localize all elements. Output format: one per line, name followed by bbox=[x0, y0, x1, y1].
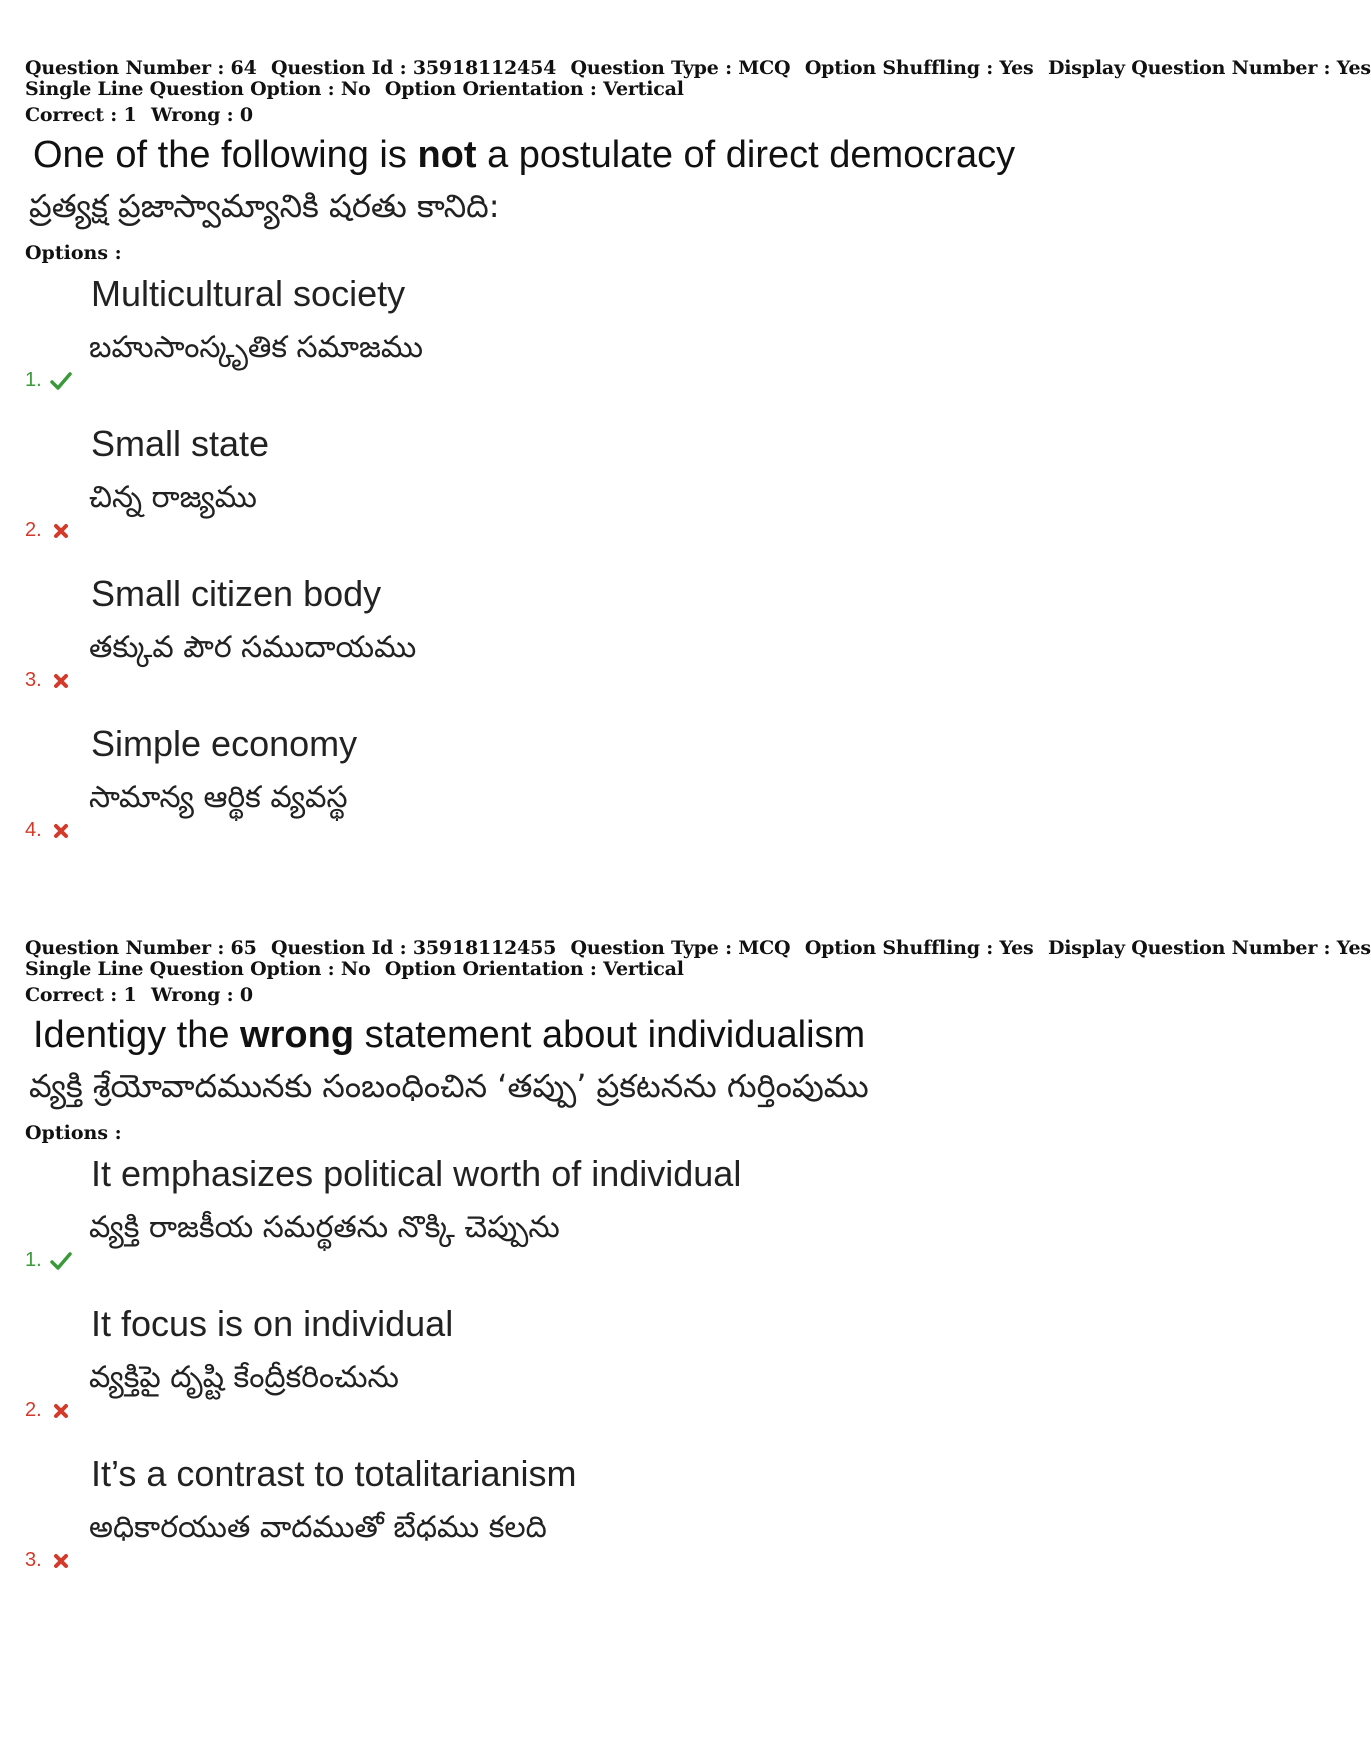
option-shuffling: Option Shuffling : Yes bbox=[804, 57, 1034, 79]
option-shuffling: Option Shuffling : Yes bbox=[804, 937, 1034, 959]
option-number: 2. bbox=[25, 519, 42, 541]
option-text-telugu: సామాన్య ఆర్థిక వ్యవస్థ bbox=[89, 780, 348, 815]
option-number: 2. bbox=[25, 1399, 42, 1421]
option-item bbox=[25, 1294, 1225, 1444]
options-label: Options : bbox=[25, 1122, 122, 1144]
option-orientation: Option Orientation : Vertical bbox=[384, 78, 684, 100]
question-stem-telugu: ప్రత్యక్ష ప్రజాస్వామ్యానికి షరతు కానిది: bbox=[29, 187, 500, 225]
cross-icon bbox=[50, 520, 72, 542]
display-question-number: Display Question Number : Yes bbox=[1047, 57, 1371, 79]
marks-line bbox=[25, 105, 1225, 126]
wrong-marks: Wrong : 0 bbox=[150, 984, 253, 1006]
question-stem-telugu: వ్యక్తి శ్రేయోవాదమునకు సంబంధించిన ‘తప్పు’ ప్రకటనను గుర్తింపుము bbox=[29, 1067, 869, 1105]
stem-emphasis: wrong bbox=[240, 1014, 355, 1056]
check-icon bbox=[50, 1250, 72, 1272]
option-text-english: Small state bbox=[91, 423, 270, 464]
question-type: Question Type : MCQ bbox=[570, 57, 791, 79]
question-id: Question Id : 35918112455 bbox=[271, 937, 557, 959]
cross-icon bbox=[50, 670, 72, 692]
correct-marks: Correct : 1 bbox=[25, 104, 137, 126]
option-number: 3. bbox=[25, 669, 42, 691]
option-item bbox=[25, 1444, 1225, 1594]
option-text-english: It emphasizes political worth of individual bbox=[91, 1153, 742, 1194]
option-text-telugu: చిన్న రాజ్యము bbox=[89, 480, 257, 515]
option-number: 4. bbox=[25, 819, 42, 841]
option-text-english: Simple economy bbox=[91, 723, 358, 764]
option-item bbox=[25, 1144, 1225, 1294]
option-text-english: It’s a contrast to totalitarianism bbox=[91, 1453, 577, 1494]
cross-icon bbox=[50, 820, 72, 842]
question-block bbox=[25, 57, 1371, 864]
option-number: 1. bbox=[25, 369, 42, 391]
option-text-telugu: తక్కువ పౌర సముదాయము bbox=[89, 630, 417, 665]
question-type: Question Type : MCQ bbox=[570, 937, 791, 959]
question-meta-line2 bbox=[25, 959, 1225, 980]
option-item bbox=[25, 414, 1225, 564]
options-label: Options : bbox=[25, 242, 122, 264]
single-line-option: Single Line Question Option : No bbox=[25, 78, 371, 100]
question-meta-line1 bbox=[25, 937, 1371, 959]
option-text-telugu: బహుసాంస్కృతిక సమాజము bbox=[89, 330, 424, 365]
question-block bbox=[25, 937, 1371, 1594]
question-meta-line2 bbox=[25, 79, 1225, 100]
single-line-option: Single Line Question Option : No bbox=[25, 958, 371, 980]
question-id: Question Id : 35918112454 bbox=[271, 57, 557, 79]
correct-marks: Correct : 1 bbox=[25, 984, 137, 1006]
stem-text: statement about individualism bbox=[354, 1014, 866, 1056]
cross-icon bbox=[50, 1550, 72, 1572]
option-text-english: Multicultural society bbox=[91, 273, 406, 314]
option-item bbox=[25, 714, 1225, 864]
option-text-telugu: వ్యక్తి రాజకీయ సమర్థతను నొక్కి చెప్పును bbox=[89, 1210, 560, 1245]
option-orientation: Option Orientation : Vertical bbox=[384, 958, 684, 980]
option-item bbox=[25, 264, 1225, 414]
option-item bbox=[25, 564, 1225, 714]
question-stem-english bbox=[33, 132, 1225, 178]
option-number: 3. bbox=[25, 1549, 42, 1571]
stem-emphasis: not bbox=[417, 134, 477, 176]
cross-icon bbox=[50, 1400, 72, 1422]
question-meta-line1 bbox=[25, 57, 1371, 79]
question-number: Question Number : 64 bbox=[25, 57, 257, 79]
stem-text: One of the following is bbox=[33, 134, 418, 176]
question-number: Question Number : 65 bbox=[25, 937, 257, 959]
option-text-telugu: అధికారయుత వాదముతో బేధము కలది bbox=[89, 1510, 547, 1545]
option-text-english: It focus is on individual bbox=[91, 1303, 454, 1344]
option-text-english: Small citizen body bbox=[91, 573, 382, 614]
wrong-marks: Wrong : 0 bbox=[150, 104, 253, 126]
option-text-telugu: వ్యక్తిపై దృష్టి కేంద్రీకరించును bbox=[89, 1360, 399, 1395]
option-number: 1. bbox=[25, 1249, 42, 1271]
question-stem-english bbox=[33, 1012, 1225, 1058]
check-icon bbox=[50, 370, 72, 392]
stem-text: Identigy the bbox=[33, 1014, 241, 1056]
marks-line bbox=[25, 985, 1225, 1006]
stem-text: a postulate of direct democracy bbox=[476, 134, 1016, 176]
display-question-number: Display Question Number : Yes bbox=[1047, 937, 1371, 959]
